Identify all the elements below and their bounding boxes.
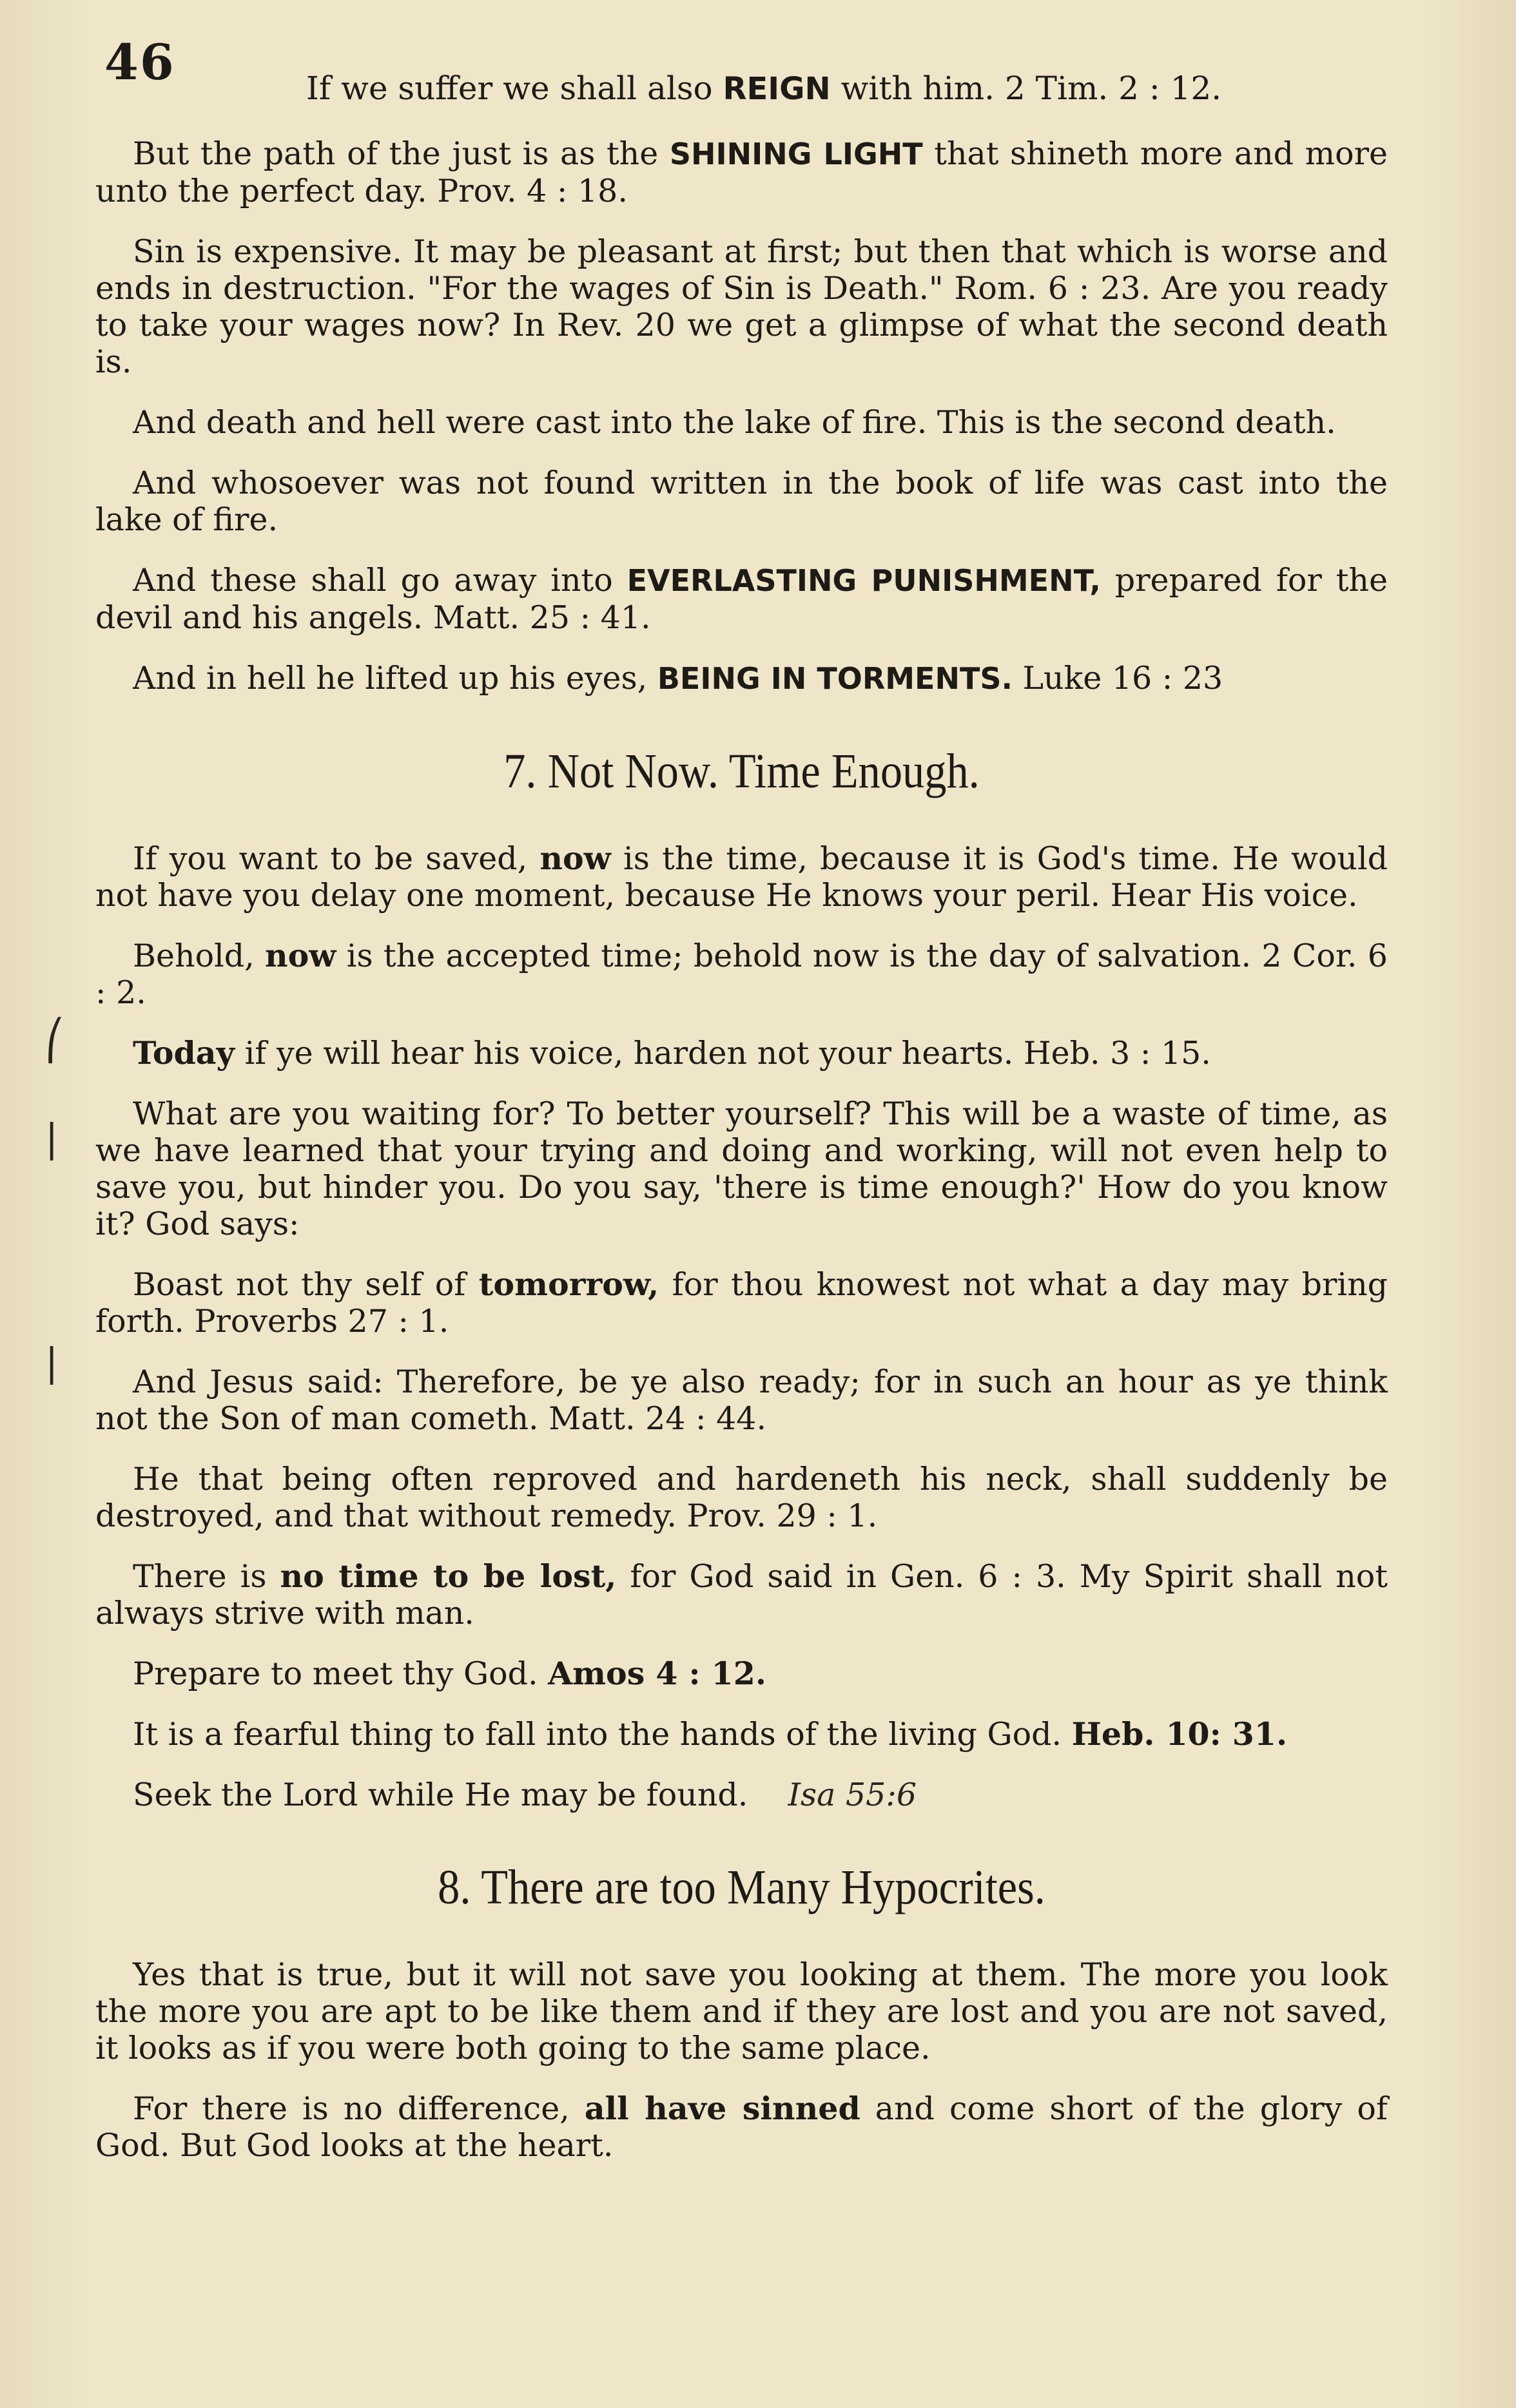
paragraph: Boast not thy self of tomorrow, for thou knowest not what a day may bring forth. Proverbs 27 : 1. [95, 1266, 1388, 1340]
paragraph: There is no time to be lost, for God said in Gen. 6 : 3. My Spirit shall not always strive with man. [95, 1557, 1388, 1632]
handwritten-note: Isa 55:6 [788, 1777, 917, 1813]
paragraph: And death and hell were cast into the lake of fire. This is the second death. [133, 404, 1336, 441]
section-heading-8: 8. There are too Many Hypocrites. [438, 1860, 1045, 1914]
paragraph: Sin is expensive. It may be pleasant at first; but then that which is worse and ends in destruction. "For the wages of Sin is Death." Rom. 6 : 23. Are you ready to take your wages now? In Rev. 20 we get a glimpse of what the second death is. [95, 233, 1388, 380]
paragraph: And in hell he lifted up his eyes, BEING IN TORMENTS. Luke 16 : 23 [133, 660, 1223, 697]
running-head [306, 70, 1221, 107]
paragraph: And whosoever was not found written in the book of life was cast into the lake of fire. [95, 465, 1388, 538]
paragraph: Seek the Lord while He may be found. Isa 55:6 [133, 1777, 917, 1813]
paragraph: Prepare to meet thy God. Amos 4 : 12. [133, 1655, 766, 1692]
paragraph: But the path of the just is as the SHINING LIGHT that shineth more and more unto the perfect day. Prov. 4 : 18. [95, 135, 1388, 209]
paragraph: He that being often reproved and hardeneth his neck, shall suddenly be destroyed, and that without remedy. Prov. 29 : 1. [95, 1461, 1388, 1534]
page-body [95, 135, 1388, 2188]
paragraph: It is a fearful thing to fall into the hands of the living God. Heb. 10: 31. [133, 1715, 1288, 1753]
running-head-caps: REIGN [723, 71, 831, 107]
paragraph: What are you waiting for? To better yourself? This will be a waste of time, as we have learned that your trying and doing and working, will not even help to save you, but hinder you. Do you say, 'there is time enough?' How do you know it? God says: [95, 1095, 1388, 1242]
paragraph: For there is no difference, all have sinned and come short of the glory of God. But God looks at the heart. [95, 2090, 1388, 2164]
margin-pencil-mark: | [45, 1340, 59, 1385]
paragraph: And Jesus said: Therefore, be ye also ready; for in such an hour as ye think not the Son of man cometh. Matt. 24 : 44. [95, 1363, 1388, 1437]
paragraph: And these shall go away into EVERLASTING PUNISHMENT, prepared for the devil and his angels. Matt. 25 : 41. [95, 562, 1388, 636]
paragraph: Today if ye will hear his voice, harden not your hearts. Heb. 3 : 15. [133, 1034, 1211, 1072]
section-heading-7: 7. Not Now. Time Enough. [503, 744, 980, 798]
margin-pencil-mark: ⎛ [45, 1018, 64, 1063]
running-head-pre: If we suffer we shall also [306, 70, 723, 107]
margin-pencil-mark: | [45, 1116, 59, 1161]
running-head-post: with him. 2 Tim. 2 : 12. [830, 70, 1222, 107]
paragraph: If you want to be saved, now is the time, because it is God's time. He would not have you delay one moment, because He knows your peril. Hear His voice. [95, 840, 1388, 914]
page-number: 46 [104, 34, 175, 91]
paragraph: Yes that is true, but it will not save you looking at them. The more you look the more you are apt to be like them and if they are lost and you are not saved, it looks as if you were both going to the same place. [95, 1956, 1388, 2066]
paragraph: Behold, now is the accepted time; behold now is the day of salvation. 2 Cor. 6 : 2. [95, 937, 1388, 1011]
